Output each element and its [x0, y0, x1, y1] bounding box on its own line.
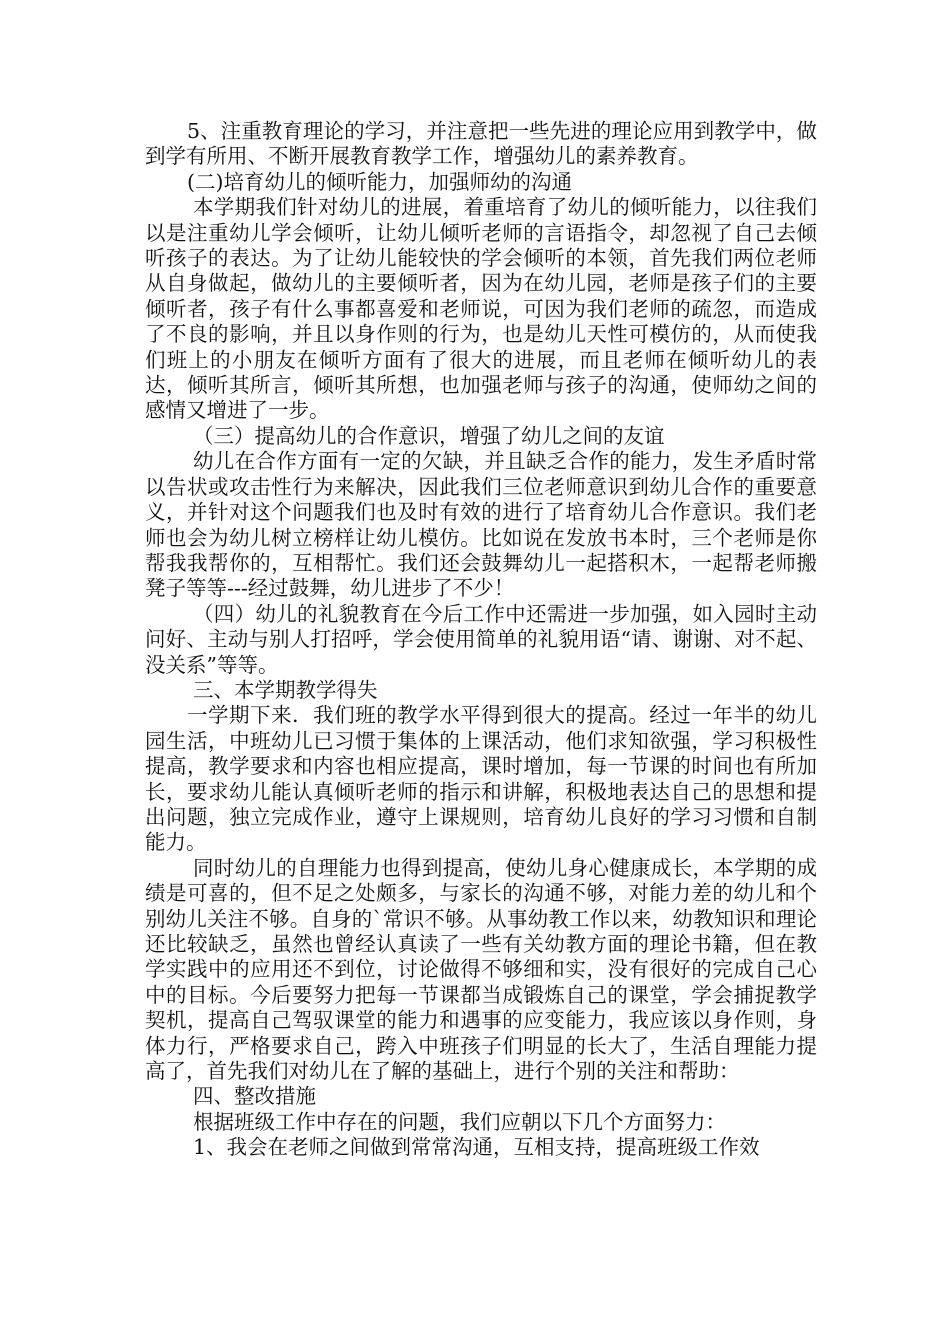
- heading-teaching-gains: 三、本学期教学得失: [193, 677, 378, 702]
- heading-cooperation: （三）提高幼儿的合作意识，增强了幼儿之间的友谊: [193, 423, 665, 448]
- paragraph-self-care: 同时幼儿的自理能力也得到提高，使幼儿身心健康成长，本学期的成绩是可喜的，但不足之处颇多，与家长的沟通不够，对能力差的幼儿和个别幼儿关注不够。自身的`常识不够。从事幼教工作以来，幼教知识和理论还比较缺乏，虽然也曾经认真读了一些有关幼教方面的理论书籍，但在教学实践中的应用还不到位，讨论做得不够细和实，没有很好的完成自己心中的目标。今后要努力把每一节课都当成锻炼自己的课堂，学会捕捉教学契机，提高自己驾驭课堂的能力和遇事的应变能力，我应该以身作则，身体力行，严格要求自己，跨入中班孩子们明显的长大了，生活自理能力提高了，首先我们对幼儿在了解的基础上，进行个别的关注和帮助：: [145, 855, 817, 1084]
- heading-rectification: 四、整改措施: [193, 1084, 316, 1109]
- document-body: [145, 119, 817, 1161]
- paragraph-item-1: 1、我会在老师之间做到常常沟通，互相支持，提高班级工作效: [193, 1135, 760, 1160]
- paragraph-teaching-level: 一学期下来．我们班的教学水平得到很大的提高。经过一年半的幼儿园生活，中班幼儿已习惯于集体的上课活动，他们求知欲强，学习积极性提高，教学要求和内容也相应提高，课时增加，每一节课的时间也有所加长，要求幼儿能认真倾听老师的指示和讲解，积极地表达自己的思想和提出问题，独立完成作业，遵守上课规则，培育幼儿良好的学习习惯和自制能力。: [145, 703, 817, 855]
- paragraph-listening: 本学期我们针对幼儿的进展，着重培育了幼儿的倾听能力，以往我们以是注重幼儿学会倾听，让幼儿倾听老师的言语指令，却忽视了自己去倾听孩子的表达。为了让幼儿能较快的学会倾听的本领，首先我们两位老师从自身做起，做幼儿的主要倾听者，因为在幼儿园，老师是孩子们的主要倾听者，孩子有什么事都喜爱和老师说，可因为我们老师的疏忽，而造成了不良的影响，并且以身作则的行为，也是幼儿天性可模仿的，从而使我们班上的小朋友在倾听方面有了很大的进展，而且老师在倾听幼儿的表达，倾听其所言，倾听其所想，也加强老师与孩子的沟通，使师幼之间的感情又增进了一步。: [145, 195, 817, 423]
- paragraph-efforts-intro: 根据班级工作中存在的问题，我们应朝以下几个方面努力：: [193, 1109, 726, 1134]
- heading-listening-ability: (二)培育幼儿的倾听能力，加强师幼的沟通: [187, 169, 572, 194]
- paragraph-cooperation: 幼儿在合作方面有一定的欠缺，并且缺乏合作的能力，发生矛盾时常以告状或攻击性行为来解决，因此我们三位老师意识到幼儿合作的重要意义，并针对这个问题我们也及时有效的进行了培育幼儿合作意识。我们老师也会为幼儿树立榜样让幼儿模仿。比如说在发放书本时，三个老师是你帮我我帮你的，互相帮忙。我们还会鼓舞幼儿一起搭积木，一起帮老师搬凳子等等---经过鼓舞，幼儿进步了不少！: [145, 449, 817, 601]
- paragraph-theory-study: 5、注重教育理论的学习，并注意把一些先进的理论应用到教学中，做到学有所用、不断开展教育教学工作，增强幼儿的素养教育。: [145, 119, 817, 169]
- paragraph-politeness: （四）幼儿的礼貌教育在今后工作中还需进一步加强，如入园时主动问好、主动与别人打招呼，学会使用简单的礼貌用语“请、谢谢、对不起、没关系”等等。: [145, 601, 817, 677]
